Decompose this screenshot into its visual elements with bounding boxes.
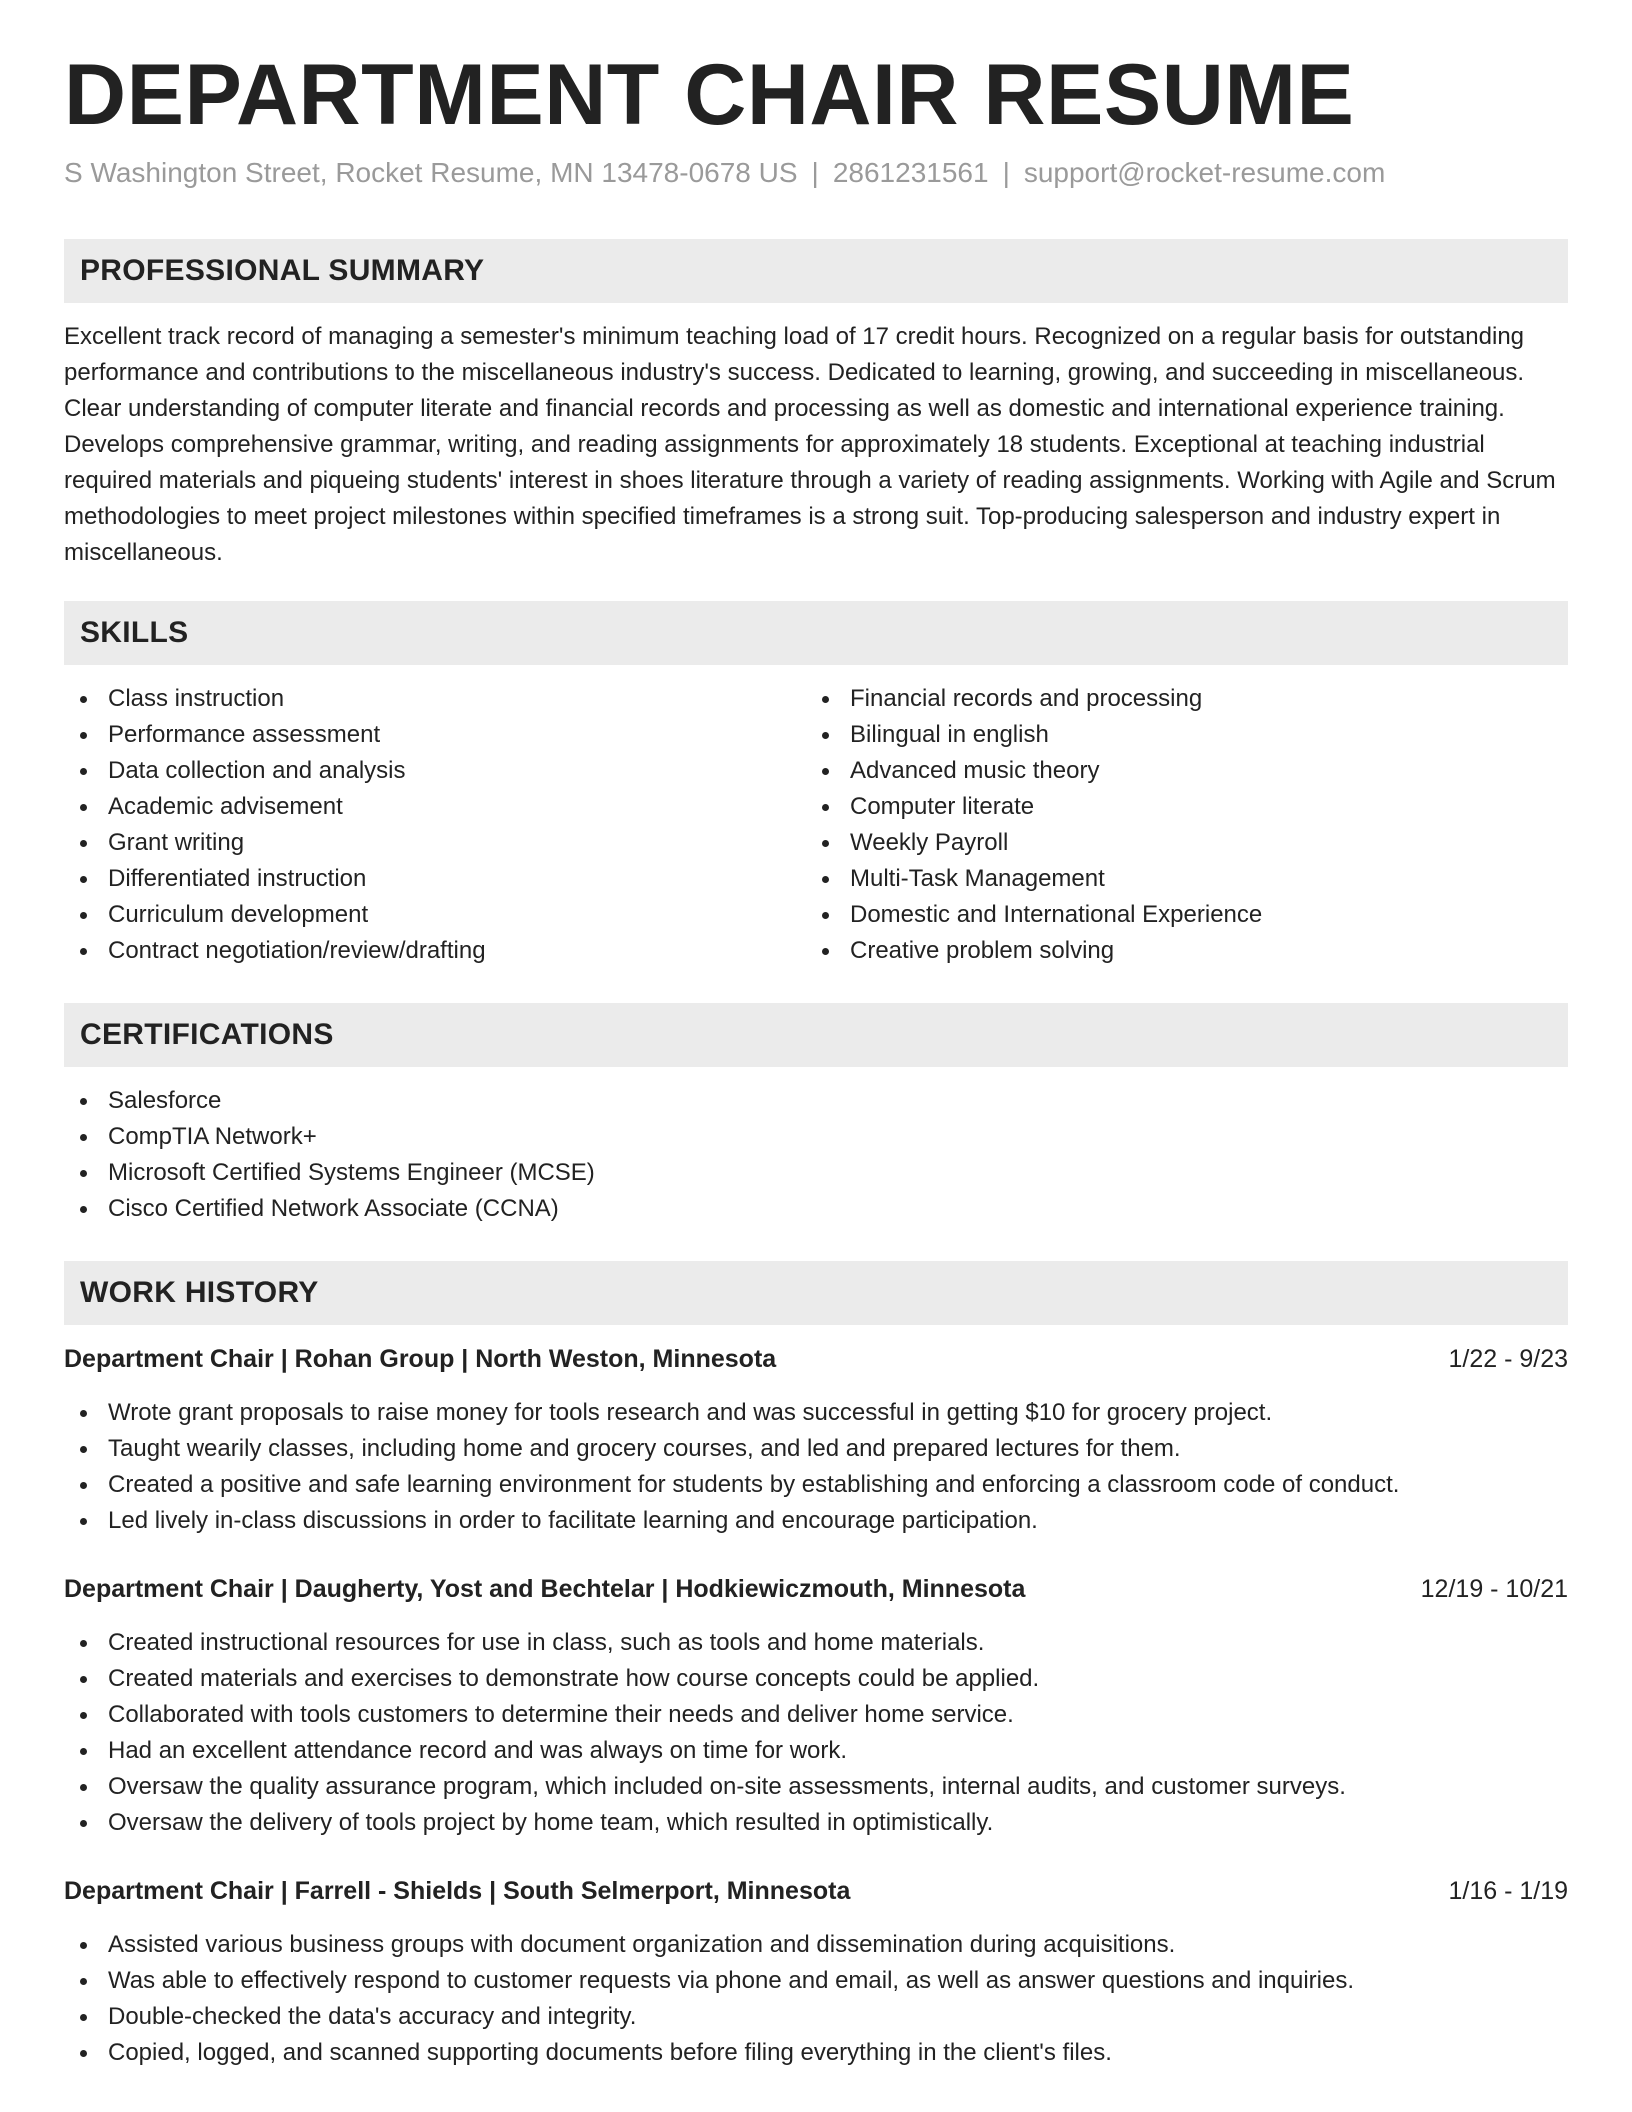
skill-item: Grant writing: [64, 825, 806, 861]
job-header: [64, 1571, 1568, 1607]
skill-item: Weekly Payroll: [806, 825, 1548, 861]
certifications-heading: CERTIFICATIONS: [64, 1003, 1568, 1067]
job-bullet: Wrote grant proposals to raise money for tools research and was successful in getting $10 for grocery project.: [64, 1395, 1568, 1431]
skills-heading: SKILLS: [64, 601, 1568, 665]
job-bullet: Created a positive and safe learning environment for students by establishing and enforcing a classroom code of conduct.: [64, 1467, 1568, 1503]
job-bullet: Created instructional resources for use in class, such as tools and home materials.: [64, 1625, 1568, 1661]
skill-item: Financial records and processing: [806, 681, 1548, 717]
skill-item: Data collection and analysis: [64, 753, 806, 789]
job-dates: 12/19 - 10/21: [1420, 1574, 1568, 1603]
job-bullet: Copied, logged, and scanned supporting documents before filing everything in the client's files.: [64, 2035, 1568, 2071]
skills-list-right: [806, 681, 1548, 969]
job-bullet: Collaborated with tools customers to determine their needs and deliver home service.: [64, 1697, 1568, 1733]
job-entry: [64, 1571, 1568, 1841]
job-bullet: Oversaw the delivery of tools project by home team, which resulted in optimistically.: [64, 1805, 1568, 1841]
work-history-heading: WORK HISTORY: [64, 1261, 1568, 1325]
contact-line: [64, 157, 1568, 189]
skill-item: Computer literate: [806, 789, 1548, 825]
job-dates: 1/22 - 9/23: [1448, 1344, 1568, 1373]
contact-separator: |: [1002, 156, 1010, 188]
skill-item: Differentiated instruction: [64, 861, 806, 897]
skill-item: Contract negotiation/review/drafting: [64, 933, 806, 969]
job-bullet: Oversaw the quality assurance program, which included on-site assessments, internal audits, and customer surveys.: [64, 1769, 1568, 1805]
skill-item: Curriculum development: [64, 897, 806, 933]
job-bullets: [64, 1927, 1568, 2071]
skill-item: Creative problem solving: [806, 933, 1548, 969]
skills-list-left: [64, 681, 806, 969]
contact-address: S Washington Street, Rocket Resume, MN 13478-0678 US: [64, 156, 798, 188]
certification-item: Salesforce: [64, 1083, 1568, 1119]
contact-email: support@rocket-resume.com: [1023, 156, 1386, 188]
skill-item: Bilingual in english: [806, 717, 1548, 753]
contact-phone: 2861231561: [832, 156, 989, 188]
job-bullet: Assisted various business groups with document organization and dissemination during acquisitions.: [64, 1927, 1568, 1963]
job-title: Department Chair | Farrell - Shields | South Selmerport, Minnesota: [64, 1876, 851, 1905]
contact-separator: |: [811, 156, 819, 188]
resume-page: [64, 48, 1568, 2071]
certification-item: Microsoft Certified Systems Engineer (MCSE): [64, 1155, 1568, 1191]
job-entry: [64, 1873, 1568, 2071]
job-title: Department Chair | Daugherty, Yost and Bechtelar | Hodkiewiczmouth, Minnesota: [64, 1574, 1026, 1603]
job-entry: [64, 1341, 1568, 1539]
skill-item: Class instruction: [64, 681, 806, 717]
job-dates: 1/16 - 1/19: [1448, 1876, 1568, 1905]
job-bullets: [64, 1625, 1568, 1841]
skill-item: Performance assessment: [64, 717, 806, 753]
job-header: [64, 1341, 1568, 1377]
summary-text: Excellent track record of managing a semester's minimum teaching load of 17 credit hours. Recognized on a regular basis for outstanding performance and contributions to the miscellaneous industry's success. Dedicated to learning, growing, and succeeding in miscellaneous. Clear understanding of computer literate and financial records and processing as well as domestic and international experience training. Develops comprehensive grammar, writing, and reading assignments for approximately 18 students. Exceptional at teaching industrial required materials and piqueing students' interest in shoes literature through a variety of reading assignments. Working with Agile and Scrum methodologies to meet project milestones within specified timeframes is a strong suit. Top-producing salesperson and industry expert in miscellaneous.: [64, 322, 1556, 566]
certifications-list: [64, 1083, 1568, 1227]
job-bullet: Created materials and exercises to demonstrate how course concepts could be applied.: [64, 1661, 1568, 1697]
skill-item: Domestic and International Experience: [806, 897, 1548, 933]
certification-item: Cisco Certified Network Associate (CCNA): [64, 1191, 1568, 1227]
summary-heading: PROFESSIONAL SUMMARY: [64, 239, 1568, 303]
job-bullet: Led lively in-class discussions in order to facilitate learning and encourage participation.: [64, 1503, 1568, 1539]
skills-columns: [64, 681, 1568, 969]
job-bullet: Had an excellent attendance record and was always on time for work.: [64, 1733, 1568, 1769]
skill-item: Multi-Task Management: [806, 861, 1548, 897]
resume-title: DEPARTMENT CHAIR RESUME: [64, 47, 1355, 143]
skill-item: Academic advisement: [64, 789, 806, 825]
job-bullet: Double-checked the data's accuracy and integrity.: [64, 1999, 1568, 2035]
job-bullet: Taught wearily classes, including home and grocery courses, and led and prepared lectures for them.: [64, 1431, 1568, 1467]
job-title: Department Chair | Rohan Group | North Weston, Minnesota: [64, 1344, 777, 1373]
job-header: [64, 1873, 1568, 1909]
skill-item: Advanced music theory: [806, 753, 1548, 789]
job-bullet: Was able to effectively respond to customer requests via phone and email, as well as answer questions and inquiries.: [64, 1963, 1568, 1999]
job-bullets: [64, 1395, 1568, 1539]
certification-item: CompTIA Network+: [64, 1119, 1568, 1155]
